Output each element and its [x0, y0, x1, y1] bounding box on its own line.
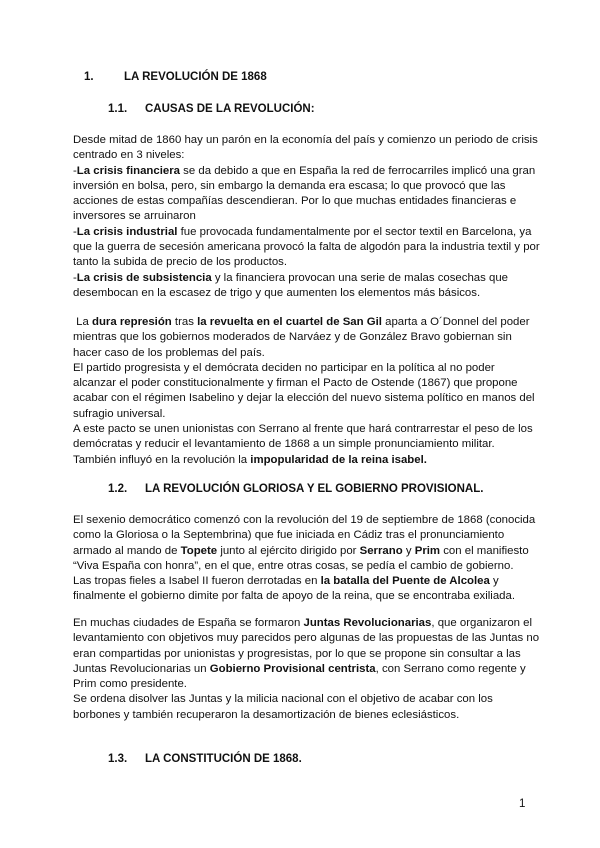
- text-run: y: [489, 575, 499, 588]
- gloriosa-paragraph: [73, 513, 535, 605]
- heading-1-title: LA REVOLUCIÓN DE 1868: [124, 71, 267, 83]
- dash: -: [73, 271, 77, 284]
- bold-term: Serrano: [359, 544, 403, 557]
- heading-1-2-number: 1.2.: [108, 483, 128, 495]
- heading-1-1: [108, 102, 315, 117]
- text-line: A este pacto se unen unionistas con Serrano al frente que hará contrarrestar el peso de los: [73, 423, 533, 436]
- text-run: armado al mando de: [73, 544, 181, 557]
- represion-first-line: [73, 315, 535, 330]
- juntas-line: [73, 616, 535, 631]
- text-line: Desde mitad de 1860 hay un parón en la economía del país y comienzo un periodo de crisis: [73, 134, 538, 146]
- text-run: y: [402, 544, 415, 557]
- text-line: El sexenio democrático comenzó con la revolución del 19 de septiembre de 1868 (conocida: [73, 514, 536, 526]
- text-line: inversores se arruinaron: [73, 210, 196, 223]
- text-line: centrado en 3 niveles:: [73, 149, 185, 162]
- heading-1-1-title: CAUSAS DE LA REVOLUCIÓN:: [145, 103, 315, 115]
- bold-term: La crisis industrial: [76, 225, 178, 238]
- text-run: aparta a O´Donnel del poder: [381, 316, 530, 328]
- crisis-industrial-line: [73, 225, 535, 240]
- bold-term: la batalla del Puente de Alcolea: [320, 575, 490, 588]
- text-line: “Viva España con honra”, en el que, entre otras cosas, se pedía el cambio de gobierno.: [73, 559, 514, 572]
- heading-1: [84, 70, 267, 85]
- text-line: que la guerra de secesión americana provocó la falta de algodón para la industria textil y por: [73, 241, 540, 254]
- text-run: tras: [171, 316, 198, 328]
- text-line: sufragio universal.: [73, 407, 166, 420]
- topete-line: [73, 544, 535, 559]
- text-run: Las tropas fieles a Isabel II fueron derrotadas en: [73, 575, 321, 588]
- text-line: Se ordena disolver las Juntas y la milicia nacional con el objetivo de acabar con los: [73, 693, 493, 706]
- bold-term: Gobierno Provisional centrista: [209, 662, 376, 675]
- heading-1-2: [108, 482, 483, 497]
- text-run: , con Serrano como regente y: [375, 662, 526, 675]
- text-run: junto al ejército dirigido por: [217, 544, 360, 557]
- heading-1-3-title: LA CONSTITUCIÓN DE 1868.: [145, 753, 302, 765]
- text-line: Prim como presidente.: [73, 678, 187, 691]
- page-number: 1: [519, 798, 526, 810]
- bold-term: Juntas Revolucionarias: [303, 617, 432, 629]
- text-line: inversión en bolsa, pero, sin embargo la demanda era escasa; lo que provocó que las: [73, 179, 506, 192]
- text-line: El partido progresista y el demócrata deciden no participar en la política al no poder: [73, 361, 495, 374]
- heading-1-2-title: LA REVOLUCIÓN GLORIOSA Y EL GOBIERNO PROVISIONAL.: [145, 483, 484, 495]
- text-run: se da debido a que en España la red de ferrocarriles implicó una gran: [180, 164, 536, 177]
- text-run: y la financiera provocan una serie de malas cosechas que: [211, 271, 508, 284]
- dash: -: [73, 225, 77, 238]
- text-line: mientras que los gobiernos moderados de Narváez y de González Bravo gobiernan sin: [73, 331, 512, 344]
- represion-paragraph: [73, 315, 535, 468]
- juntas-paragraph: [73, 616, 540, 723]
- text-line: desembocan en la escasez de trigo y que aumenten los elementos más básicos.: [73, 286, 481, 299]
- bold-term: la revuelta en el cuartel de San Gil: [197, 316, 382, 328]
- text-run: La: [73, 316, 92, 328]
- heading-1-1-number: 1.1.: [108, 103, 128, 115]
- text-line: acabar con el régimen Isabelino y dejar la elección del nuevo sistema político en manos del: [73, 392, 535, 405]
- text-line: acciones de estas compañías descendieran. Por lo que muchas entidades financieras e: [73, 195, 517, 208]
- text-line: finalmente el gobierno dimite por falta de apoyo de la reina, que se encontraba exiliada.: [73, 590, 515, 603]
- text-line: tanto la subida de precio de los productos.: [73, 256, 288, 269]
- causes-paragraph: [73, 133, 540, 301]
- bold-term: Topete: [180, 544, 218, 557]
- text-line: levantamiento con objetivos muy parecidos pero algunas de las propuestas de las Juntas no: [73, 632, 540, 645]
- bold-term: La crisis financiera: [76, 164, 180, 177]
- bold-term: impopularidad de la reina isabel.: [250, 453, 427, 466]
- bold-term: dura represión: [92, 316, 172, 328]
- bold-term: La crisis de subsistencia: [76, 271, 212, 284]
- dash: -: [73, 164, 77, 177]
- text-line: como la Gloriosa o la Septembrina) que fue iniciada en Cádiz tras el pronunciamiento: [73, 529, 505, 542]
- text-run: con el manifiesto: [440, 544, 529, 557]
- text-run: También influyó en la revolución la: [73, 453, 251, 466]
- text-line: eran compartidas por unionistas y progresistas, por lo que se propone sin consultar a las: [73, 647, 521, 660]
- crisis-financiera-line: [73, 164, 535, 179]
- impopularidad-line: [73, 453, 535, 468]
- text-run: En muchas ciudades de España se formaron: [73, 617, 304, 629]
- text-line: borbones y también recuperaron la desamortización de bienes eclesiásticos.: [73, 708, 460, 721]
- bold-term: Prim: [414, 544, 441, 557]
- gobierno-provisional-line: [73, 662, 535, 677]
- text-line: hacer caso de los problemas del país.: [73, 346, 265, 359]
- text-line: demócratas y reducir el levantamiento de 1868 a un simple pronunciamiento militar.: [73, 438, 495, 451]
- crisis-subsistencia-line: [73, 271, 535, 286]
- heading-1-3: [108, 752, 302, 767]
- text-run: Juntas Revolucionarias un: [73, 662, 210, 675]
- text-run: fue provocada fundamentalmente por el sector textil en Barcelona, ya: [177, 225, 532, 238]
- heading-1-3-number: 1.3.: [108, 753, 128, 765]
- heading-1-number: 1.: [84, 71, 94, 83]
- text-line: alcanzar el poder constitucionalmente y firman el Pacto de Ostende (1867) que propone: [73, 377, 518, 390]
- alcolea-line: [73, 574, 535, 589]
- text-run: , que organizaron el: [431, 617, 533, 629]
